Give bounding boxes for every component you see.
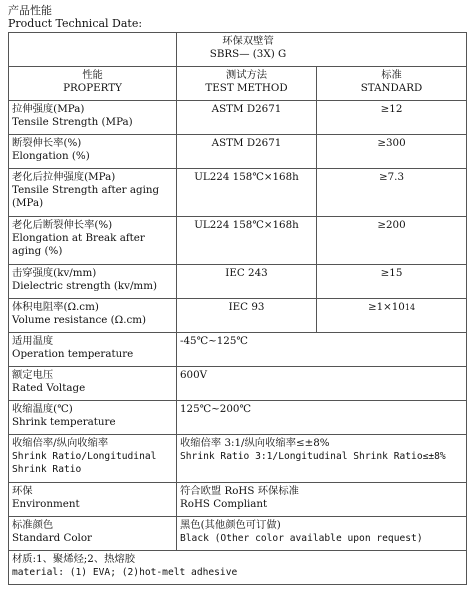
property-en: Elongation (%) — [12, 150, 90, 162]
property-en: Environment — [12, 498, 80, 510]
table-row — [9, 217, 467, 265]
property-en: Rated Voltage — [12, 382, 86, 394]
heading-en: Product Technical Date: — [8, 17, 143, 30]
test-method: ASTM D2671 — [177, 101, 317, 135]
property-value: 125℃~200℃ — [180, 403, 251, 415]
property-cn: 收缩倍率/纵向收缩率 — [12, 437, 109, 449]
material-en: material: (1) EVA; (2)hot-melt adhesive — [12, 567, 238, 578]
standard-value — [317, 299, 467, 333]
table-row — [9, 299, 467, 333]
table-row — [9, 135, 467, 169]
property-en: Dielectric strength (kv/mm) — [12, 280, 157, 292]
table-row — [9, 101, 467, 135]
test-method: IEC 243 — [177, 265, 317, 299]
material-row — [9, 551, 467, 585]
property-en: Standard Color — [12, 532, 92, 544]
col-standard-cn: 标准 — [381, 69, 402, 81]
product-title-row — [9, 33, 467, 67]
property-value: 符合欧盟 RoHS 环保标准 — [180, 485, 299, 497]
col-method-cn: 测试方法 — [225, 69, 268, 81]
col-method-en: TEST METHOD — [205, 82, 288, 94]
property-en: Shrink temperature — [12, 416, 116, 428]
test-method: ASTM D2671 — [177, 135, 317, 169]
property-en: Shrink Ratio/Longitudinal Shrink Ratio — [12, 451, 157, 475]
property-en: Operation temperature — [12, 348, 134, 360]
property-value-en: RoHS Compliant — [180, 498, 268, 510]
table-row — [9, 517, 467, 551]
standard-value-base: ≥1×10 — [367, 301, 405, 313]
property-cn: 老化后拉伸强度(MPa) — [12, 171, 116, 183]
product-model: SBRS— (3X) G — [209, 48, 287, 60]
spec-table — [8, 32, 467, 585]
property-cn: 击穿强度(kv/mm) — [12, 267, 97, 279]
property-value: -45℃~125℃ — [180, 335, 248, 347]
material-cn: 材质:1、聚烯烃;2、热熔胶 — [12, 553, 136, 565]
table-row — [9, 435, 467, 483]
col-property-en: PROPERTY — [63, 82, 122, 94]
property-en: Tensile Strength (MPa) — [12, 116, 133, 128]
test-method: UL224 158℃×168h — [177, 217, 317, 265]
standard-value: ≥12 — [317, 101, 467, 135]
property-en: Elongation at Break after aging (%) — [12, 232, 145, 257]
property-cn: 体积电阻率(Ω.cm) — [12, 301, 99, 313]
standard-value-exponent: 14 — [404, 303, 416, 312]
standard-value: ≥7.3 — [317, 169, 467, 217]
table-row — [9, 483, 467, 517]
table-row — [9, 169, 467, 217]
table-row — [9, 367, 467, 401]
column-header-row — [9, 67, 467, 101]
property-cn: 额定电压 — [12, 369, 54, 381]
table-row — [9, 401, 467, 435]
standard-value: ≥300 — [317, 135, 467, 169]
table-row — [9, 333, 467, 367]
product-name: 环保双壁管 — [222, 35, 274, 47]
property-value: 黑色(其他颜色可订做) — [180, 519, 281, 531]
property-cn: 老化后断裂伸长率(%) — [12, 219, 113, 231]
property-value: 收缩倍率 3:1/纵向收缩率≤±8% — [180, 437, 330, 449]
property-value-en: Black (Other color available upon request) — [180, 533, 423, 544]
property-cn: 环保 — [12, 485, 33, 497]
col-standard-en: STANDARD — [360, 82, 423, 94]
table-row — [9, 265, 467, 299]
property-cn: 适用温度 — [12, 335, 54, 347]
test-method: UL224 158℃×168h — [177, 169, 317, 217]
heading-cn: 产品性能 — [8, 4, 52, 17]
property-en: Volume resistance (Ω.cm) — [12, 314, 147, 326]
property-cn: 标准颜色 — [12, 519, 54, 531]
property-value-en: Shrink Ratio 3:1/Longitudinal Shrink Ratio≤±8% — [180, 451, 446, 462]
standard-value: ≥200 — [317, 217, 467, 265]
property-cn: 断裂伸长率(%) — [12, 137, 82, 149]
property-en: Tensile Strength after aging (MPa) — [12, 184, 160, 209]
col-property-cn: 性能 — [82, 69, 103, 81]
test-method: IEC 93 — [177, 299, 317, 333]
property-value: 600V — [180, 369, 208, 381]
document-heading — [8, 4, 142, 30]
property-cn: 拉伸强度(MPa) — [12, 103, 85, 115]
standard-value: ≥15 — [317, 265, 467, 299]
property-cn: 收缩温度(℃) — [12, 403, 73, 415]
